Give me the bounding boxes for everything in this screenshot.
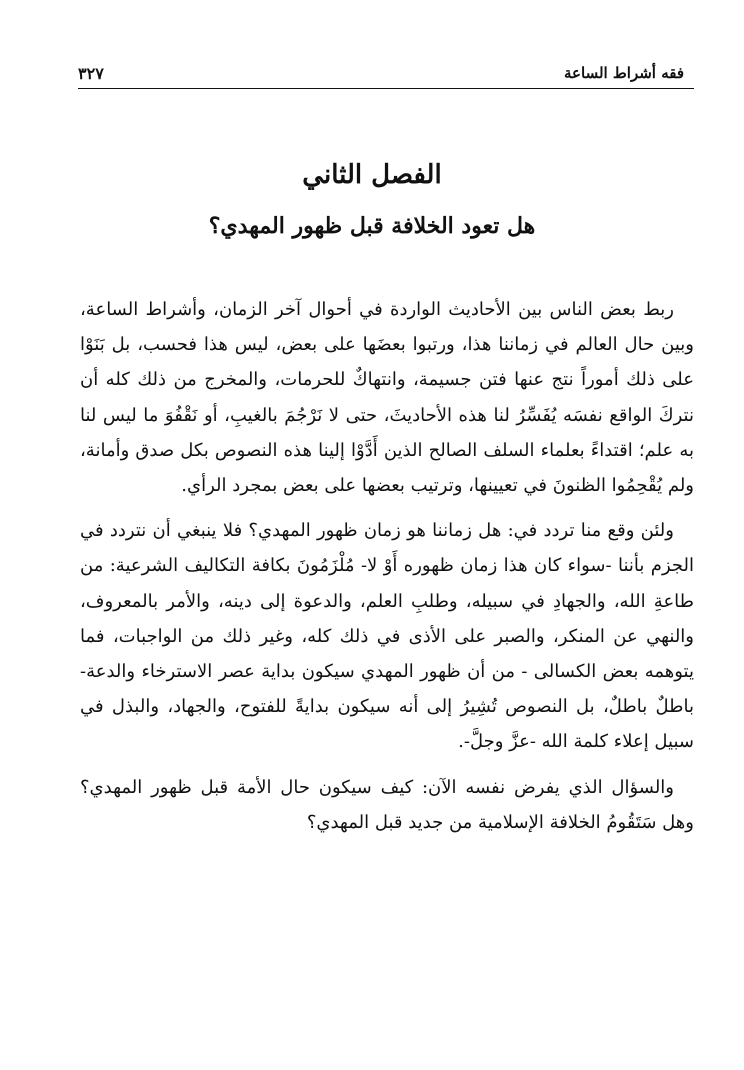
chapter-title: الفصل الثاني — [302, 160, 442, 190]
running-title: فقه أشراط الساعة — [564, 64, 684, 82]
paragraph-1: ربط بعض الناس بين الأحاديث الواردة في أحوال آخر الزمان، وأشراط الساعة، وبين حال العالم في زماننا هذا، ورتبوا بعضَها على بعض، ليس هذا فحسب، بل بَنَوْا على ذلك أموراً نتج عنها فتن جسيمة، وانتهاكٌ للحرمات، والمخرج من ذلك كله أن نتركَ الواقع نفسَه يُفَسِّرُ لنا هذه الأحاديثَ، حتى لا نَرْجُمَ بالغيبِ، أو نَقْفُوَ ما ليس لنا به علم؛ اقتداءً بعلماء السلف الصالح الذين أَدَّوْا إلينا هذه النصوص بكل صدق وأمانة، ولم يُقْحِمُوا الظنونَ في تعيينها، وترتيب بعضها على بعض بمجرد الرأي. — [80, 299, 694, 497]
page-number: ٣٢٧ — [78, 64, 104, 83]
running-header — [78, 58, 694, 89]
paragraph-3: والسؤال الذي يفرض نفسه الآن: كيف سيكون حال الأمة قبل ظهور المهدي؟ وهل سَتَقُومُ الخلافة الإسلامية من جديد قبل المهدي؟ — [80, 776, 694, 833]
chapter-subtitle: هل تعود الخلافة قبل ظهور المهدي؟ — [208, 213, 536, 239]
paragraph-2: ولئن وقع منا تردد في: هل زماننا هو زمان ظهور المهدي؟ فلا ينبغي أن نتردد في الجزم بأننا -سواء كان هذا زمان ظهوره أَوْ لا- مُلْزَمُونَ بكافة التكاليف الشرعية: من طاعةِ الله، والجهادِ في سبيله، وطلبِ العلم، والدعوة إلى دينه، والأمر بالمعروف، والنهي عن المنكر، والصبر على الأذى في ذلك كله، وغير ذلك من الواجبات، فما يتوهمه بعض الكسالى - من أن ظهور المهدي سيكون بداية عصر الاسترخاء والدعة- باطلٌ باطلٌ، بل النصوص تُشِيرُ إلى أنه سيكون بدايةً للفتوح، والجهاد، والبذل في سبيل إعلاء كلمة الله -عزَّ وجلَّ-. — [80, 520, 694, 753]
body-text — [80, 292, 694, 840]
